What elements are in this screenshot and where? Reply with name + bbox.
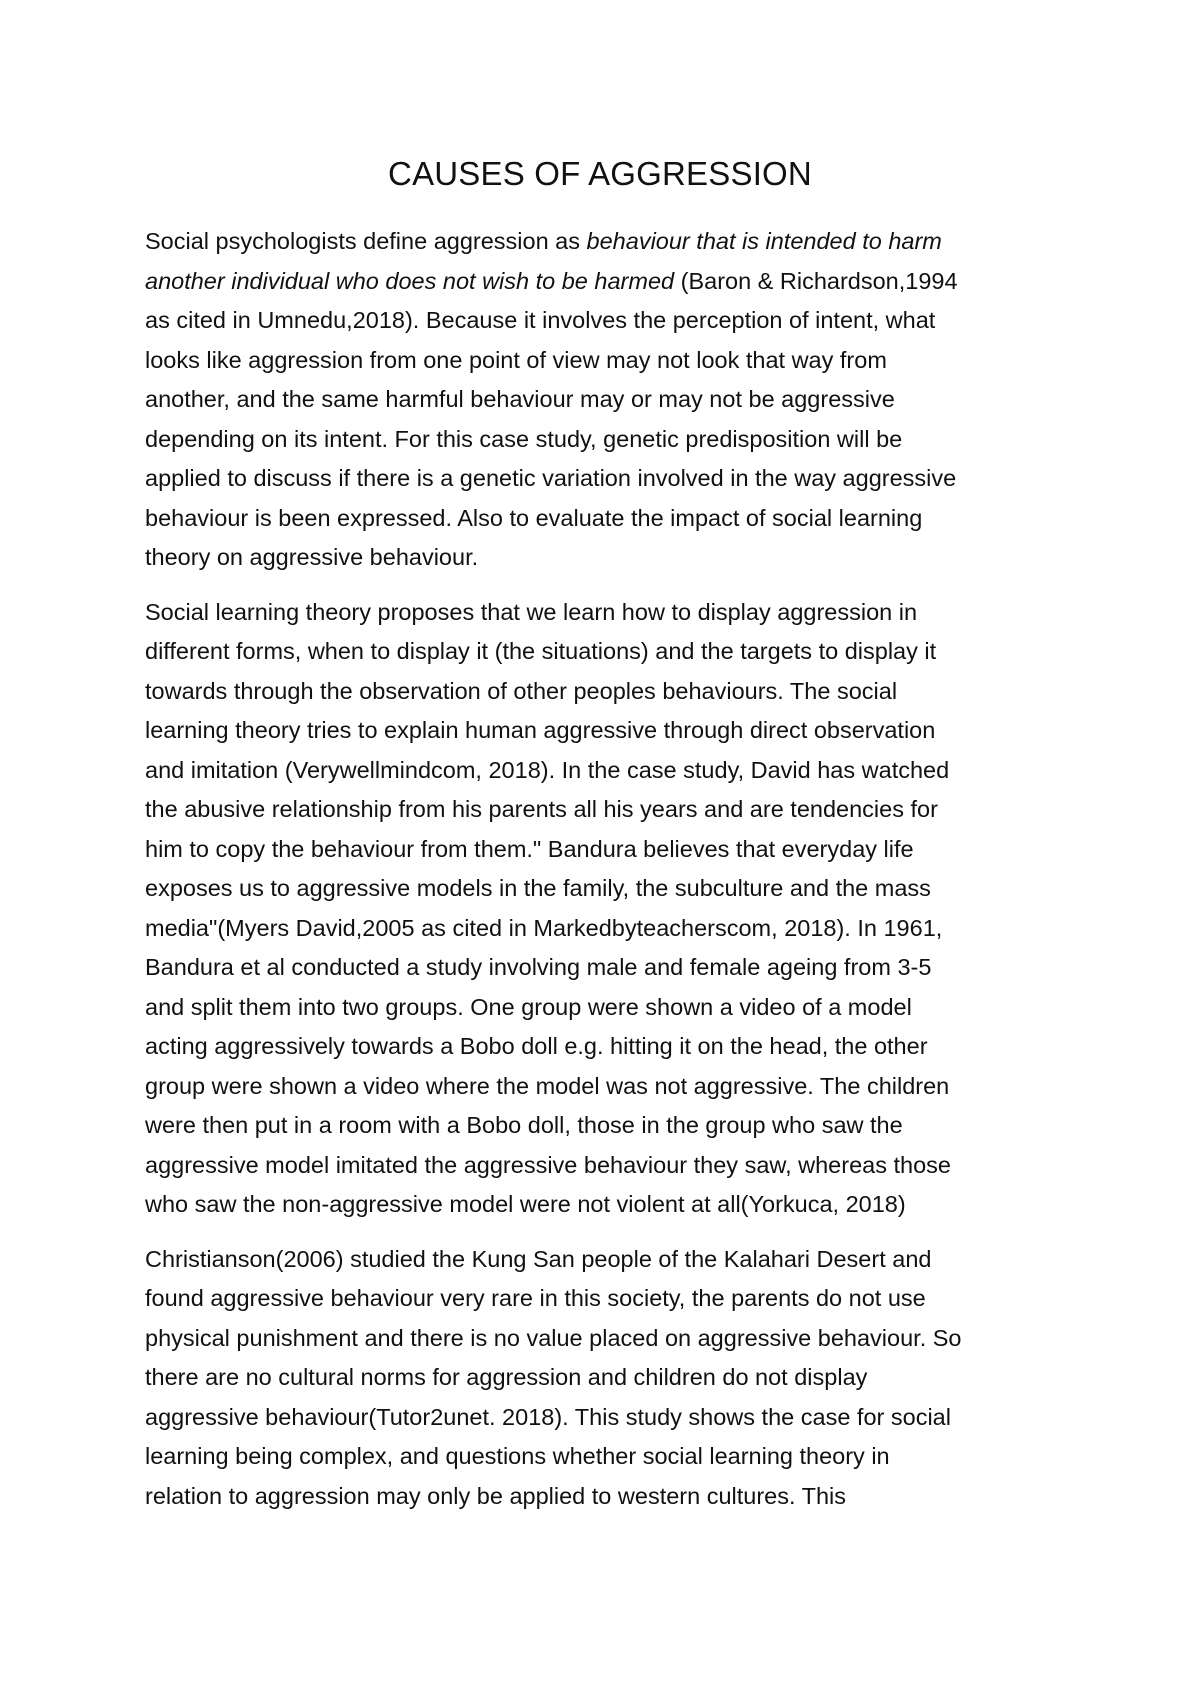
line-text: learning theory tries to explain human aggressive through direct observation bbox=[145, 717, 936, 743]
line-text: who saw the non-aggressive model were not violent at all(Yorkuca, 2018) bbox=[145, 1191, 906, 1217]
paragraph bbox=[145, 222, 1065, 578]
line-text: depending on its intent. For this case study, genetic predisposition will be bbox=[145, 425, 903, 452]
text-line bbox=[145, 988, 1065, 1028]
text-line bbox=[145, 1185, 1065, 1225]
text-line bbox=[145, 1477, 1065, 1517]
text-line bbox=[145, 1146, 1065, 1186]
text-line bbox=[145, 790, 1065, 830]
line-text: were then put in a room with a Bobo doll, those in the group who saw the bbox=[145, 1112, 903, 1138]
line-text: behaviour is been expressed. Also to evaluate the impact of social learning bbox=[145, 504, 923, 531]
text-line bbox=[145, 301, 1065, 341]
line-text: Social psychologists define aggression as bbox=[145, 228, 587, 254]
text-line bbox=[145, 1027, 1065, 1067]
line-text: aggressive behaviour(Tutor2unet. 2018). This study shows the case for social bbox=[145, 1403, 951, 1430]
line-text: another, and the same harmful behaviour may or may not be aggressive bbox=[145, 386, 895, 412]
line-text: him to copy the behaviour from them." Bandura believes that everyday life bbox=[145, 835, 914, 862]
line-text: Social learning theory proposes that we learn how to display aggression in bbox=[145, 598, 918, 625]
text-line bbox=[145, 538, 1065, 578]
text-line bbox=[145, 1067, 1065, 1107]
line-text: different forms, when to display it (the situations) and the targets to display it bbox=[145, 638, 937, 664]
line-text: group were shown a video where the model was not aggressive. The children bbox=[145, 1072, 950, 1099]
text-line bbox=[145, 1240, 1065, 1280]
text-line bbox=[145, 672, 1065, 712]
text-line bbox=[145, 593, 1065, 633]
text-line bbox=[145, 948, 1065, 988]
line-text: (Baron & Richardson,1994 bbox=[674, 267, 958, 294]
text-line bbox=[145, 459, 1065, 499]
text-line bbox=[145, 751, 1065, 791]
text-line bbox=[145, 711, 1065, 751]
line-text: aggressive model imitated the aggressive behaviour they saw, whereas those bbox=[145, 1151, 951, 1178]
text-line bbox=[145, 262, 1065, 302]
line-text: acting aggressively towards a Bobo doll e.g. hitting it on the head, the other bbox=[145, 1033, 928, 1059]
document-title: CAUSES OF AGGRESSION bbox=[388, 155, 812, 192]
text-line bbox=[145, 380, 1065, 420]
line-text: applied to discuss if there is a genetic variation involved in the way aggressive bbox=[145, 465, 957, 491]
emphasized-text: another individual who does not wish to be harmed bbox=[145, 267, 675, 294]
line-text: and split them into two groups. One group were shown a video of a model bbox=[145, 993, 912, 1020]
line-text: as cited in Umnedu,2018). Because it involves the perception of intent, what bbox=[145, 307, 936, 333]
text-line bbox=[145, 1279, 1065, 1319]
line-text: learning being complex, and questions whether social learning theory in bbox=[145, 1443, 890, 1469]
line-text: there are no cultural norms for aggression and children do not display bbox=[145, 1364, 868, 1390]
document-body bbox=[145, 222, 1065, 1516]
line-text: media"(Myers David,2005 as cited in Markedbyteacherscom, 2018). In 1961, bbox=[145, 914, 943, 941]
line-text: Bandura et al conducted a study involving male and female ageing from 3-5 bbox=[145, 954, 932, 980]
text-line bbox=[145, 420, 1065, 460]
line-text: towards through the observation of other peoples behaviours. The social bbox=[145, 677, 898, 704]
text-line bbox=[145, 869, 1065, 909]
paragraph bbox=[145, 1240, 1065, 1517]
text-line bbox=[145, 909, 1065, 949]
paragraph bbox=[145, 593, 1065, 1225]
line-text: the abusive relationship from his parents all his years and are tendencies for bbox=[145, 796, 938, 822]
emphasized-text: behaviour that is intended to harm bbox=[586, 228, 942, 254]
text-line bbox=[145, 499, 1065, 539]
text-line bbox=[145, 830, 1065, 870]
text-line bbox=[145, 1437, 1065, 1477]
text-line bbox=[145, 341, 1065, 381]
text-line bbox=[145, 1319, 1065, 1359]
line-text: relation to aggression may only be applied to western cultures. This bbox=[145, 1482, 847, 1509]
text-line bbox=[145, 1358, 1065, 1398]
line-text: looks like aggression from one point of view may not look that way from bbox=[145, 346, 887, 373]
text-line bbox=[145, 222, 1065, 262]
line-text: physical punishment and there is no value placed on aggressive behaviour. So bbox=[145, 1324, 962, 1351]
text-line bbox=[145, 1106, 1065, 1146]
line-text: theory on aggressive behaviour. bbox=[145, 544, 479, 570]
text-line bbox=[145, 632, 1065, 672]
line-text: Christianson(2006) studied the Kung San people of the Kalahari Desert and bbox=[145, 1245, 932, 1272]
text-line bbox=[145, 1398, 1065, 1438]
line-text: found aggressive behaviour very rare in this society, the parents do not use bbox=[145, 1285, 926, 1311]
line-text: and imitation (Verywellmindcom, 2018). In the case study, David has watched bbox=[145, 756, 950, 783]
line-text: exposes us to aggressive models in the family, the subculture and the mass bbox=[145, 875, 931, 901]
